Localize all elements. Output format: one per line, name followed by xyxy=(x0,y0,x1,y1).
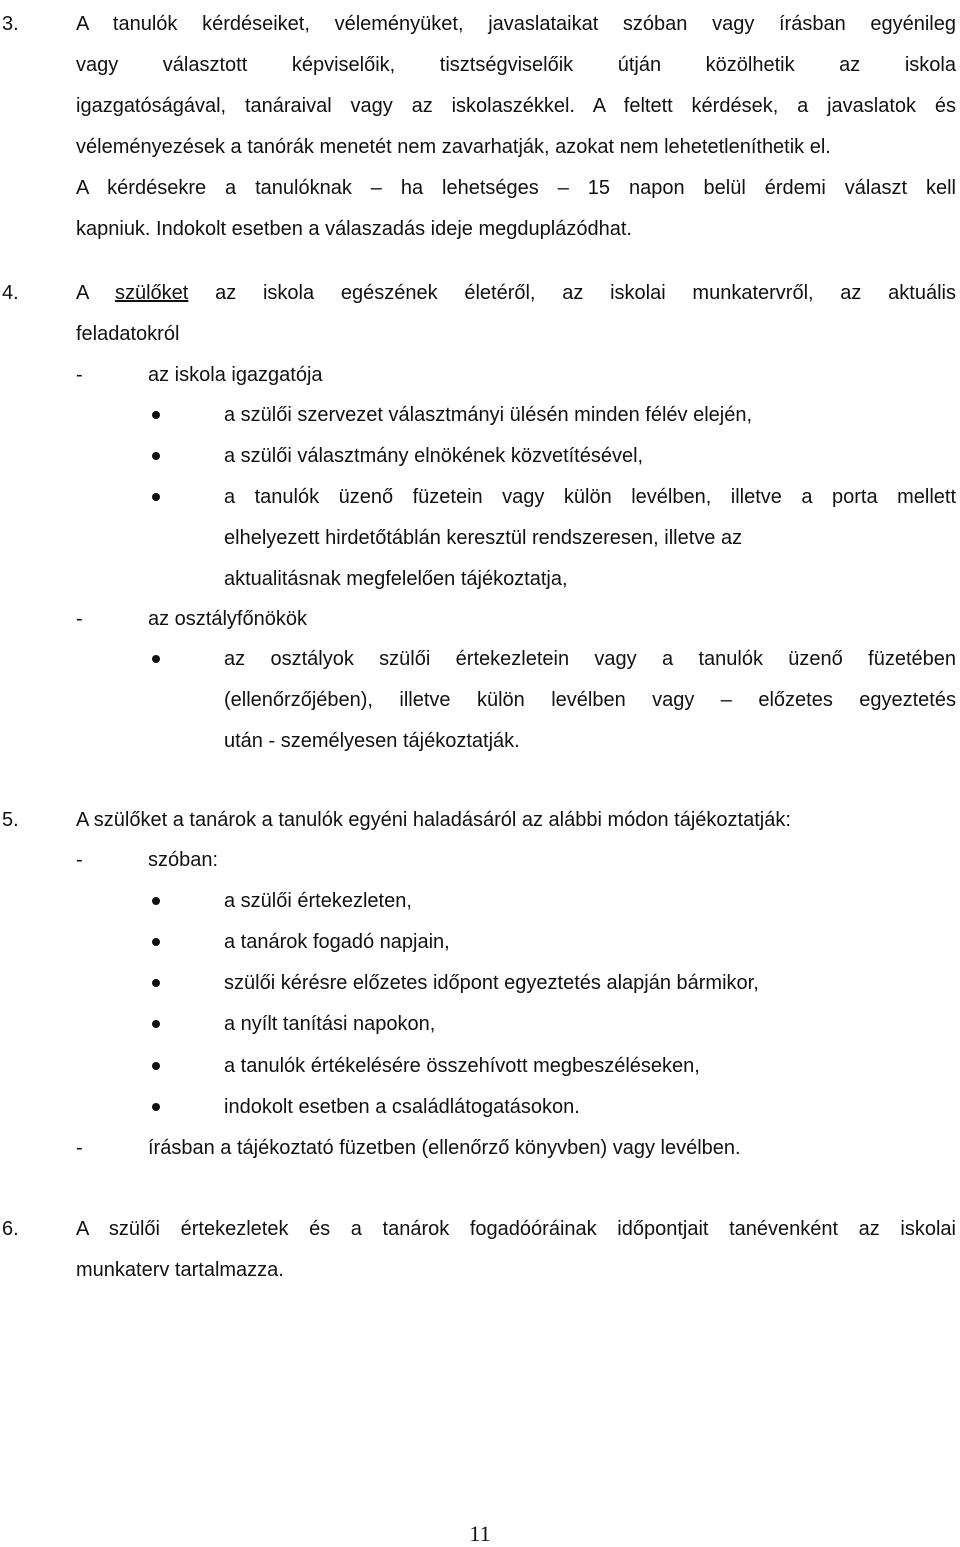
bullet-line: (ellenőrzőjében), illetve külön levélben vagy – előzetes egyeztetés xyxy=(224,689,956,711)
bullet-text xyxy=(224,477,956,600)
dash-marker: - xyxy=(76,364,83,386)
paragraph-line: igazgatóságával, tanáraival vagy az iskolaszékkel. A feltett kérdések, a javaslatok és xyxy=(76,95,956,117)
bullet-line: szülői kérésre előzetes időpont egyeztetés alapján bármikor, xyxy=(224,972,759,994)
text-run: A xyxy=(76,282,115,304)
dash-item xyxy=(0,355,960,396)
section-6-paragraph xyxy=(76,1209,956,1291)
bullet-line: indokolt esetben a családlátogatásokon. xyxy=(224,1096,580,1118)
bullet-text xyxy=(224,1087,956,1128)
page-number: 11 xyxy=(469,1521,491,1546)
bullet-text xyxy=(224,395,956,436)
bullet-line: elhelyezett hirdetőtáblán keresztül rendszeresen, illetve az xyxy=(224,527,743,549)
bullet-line: a szülői értekezleten, xyxy=(224,890,412,912)
bullet-icon xyxy=(152,979,160,987)
section-number: 4. xyxy=(2,282,19,304)
paragraph-line: A szülőket a tanárok a tanulók egyéni haladásáról az alábbi módon tájékoztatják: xyxy=(76,809,791,831)
section-number: 6. xyxy=(2,1218,19,1240)
section-number: 3. xyxy=(2,13,19,35)
paragraph-line: feladatokról xyxy=(76,323,180,345)
paragraph-line: A tanulók kérdéseiket, véleményüket, javaslataikat szóban vagy írásban egyénileg xyxy=(76,13,956,35)
paragraph-line xyxy=(76,273,956,314)
dash-marker: - xyxy=(76,1137,83,1159)
paragraph-line: kapniuk. Indokolt esetben a válaszadás ideje megduplázódhat. xyxy=(76,218,632,240)
section-3-paragraph xyxy=(76,4,956,250)
section-5-paragraph xyxy=(76,800,956,841)
bullet-line: a tanulók üzenő füzetein vagy külön levélben, illetve a porta mellett xyxy=(224,486,956,508)
paragraph-line: A kérdésekre a tanulóknak – ha lehetséges – 15 napon belül érdemi választ kell xyxy=(76,177,956,199)
bullet-line: után - személyesen tájékoztatják. xyxy=(224,730,520,752)
section-4-paragraph xyxy=(76,273,956,355)
bullet-text xyxy=(224,963,956,1004)
dash-item xyxy=(0,840,960,881)
dash-marker: - xyxy=(76,608,83,630)
dash-item xyxy=(0,599,960,640)
dash-item-text: az iskola igazgatója xyxy=(148,364,323,386)
paragraph-line: vagy választott képviselőik, tisztségviselőik útján közölhetik az iskola xyxy=(76,54,956,76)
paragraph-line: munkaterv tartalmazza. xyxy=(76,1259,284,1281)
underlined-word: szülőket xyxy=(114,282,189,304)
bullet-line: a szülői szervezet választmányi ülésén minden félév elején, xyxy=(224,404,753,426)
bullet-line: a tanulók értékelésére összehívott megbeszéléseken, xyxy=(224,1055,700,1077)
bullet-icon xyxy=(152,1103,160,1111)
bullet-icon xyxy=(152,938,160,946)
bullet-text xyxy=(224,436,956,477)
bullet-icon xyxy=(152,1020,160,1028)
paragraph-line: A szülői értekezletek és a tanárok fogadóóráinak időpontjait tanévenként az iskolai xyxy=(76,1218,956,1240)
bullet-text xyxy=(224,881,956,922)
bullet-text xyxy=(224,922,956,963)
dash-item-text: szóban: xyxy=(148,849,219,871)
bullet-line: a nyílt tanítási napokon, xyxy=(224,1013,436,1035)
bullet-icon xyxy=(152,897,160,905)
paragraph-line: véleményezések a tanórák menetét nem zavarhatják, azokat nem lehetetleníthetik el. xyxy=(76,136,831,158)
bullet-text xyxy=(224,1004,956,1045)
bullet-icon xyxy=(152,452,160,460)
bullet-icon xyxy=(152,655,160,663)
dash-item-text: az osztályfőnökök xyxy=(148,608,307,630)
text-run: az iskola egészének életéről, az iskolai munkatervről, az aktuális xyxy=(188,282,956,304)
dash-item-text: írásban a tájékoztató füzetben (ellenőrző könyvben) vagy levélben. xyxy=(148,1137,741,1159)
bullet-icon xyxy=(152,493,160,501)
bullet-text xyxy=(224,639,956,762)
bullet-line: az osztályok szülői értekezletein vagy a tanulók üzenő füzetében xyxy=(224,648,956,670)
bullet-line: a tanárok fogadó napjain, xyxy=(224,931,450,953)
bullet-line: a szülői választmány elnökének közvetítésével, xyxy=(224,445,644,467)
dash-item xyxy=(0,1128,960,1169)
bullet-icon xyxy=(152,411,160,419)
bullet-icon xyxy=(152,1062,160,1070)
dash-marker: - xyxy=(76,849,83,871)
bullet-line: aktualitásnak megfelelően tájékoztatja, xyxy=(224,568,568,590)
section-number: 5. xyxy=(2,809,19,831)
bullet-text xyxy=(224,1046,956,1087)
